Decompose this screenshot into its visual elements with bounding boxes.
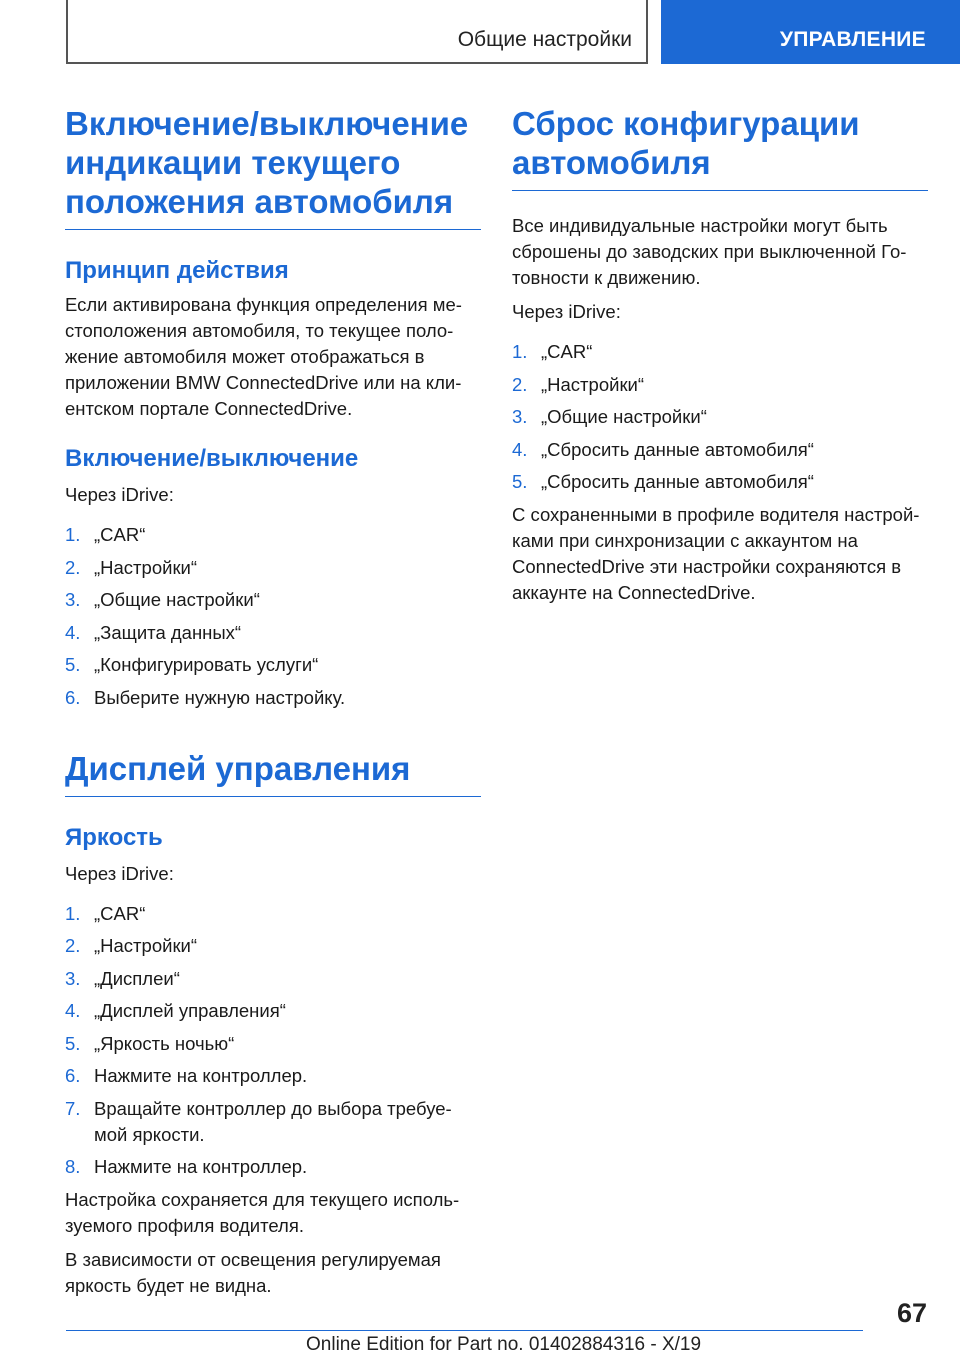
step-number: 2. [512, 373, 528, 395]
header-section-label: Общие настройки [457, 28, 632, 51]
section-title-display: Дисплей управления [65, 749, 481, 797]
step-number: 3. [65, 967, 81, 989]
footer-divider [66, 1330, 863, 1331]
step-text: „Сбросить данные автомобиля“ [541, 438, 814, 460]
step-number: 8. [65, 1156, 81, 1177]
step-number: 5. [65, 1032, 81, 1054]
step-text: „Сбросить данные автомобиля“ [541, 471, 814, 492]
list-item [65, 555, 481, 581]
list-item [512, 437, 928, 463]
list-item [65, 966, 481, 992]
step-number: 1. [65, 902, 81, 924]
step-text: „Дисплей управления“ [94, 1000, 286, 1021]
reset-note: С сохраненными в профиле водителя настрой-ками при синхронизации с аккаунтом на ConnectedDrive эти настройки сохраняются в аккаунте на ConnectedDrive. [512, 503, 920, 603]
list-item [65, 933, 481, 959]
brightness-note-lighting: В зависимости от освещения регулируемая яркость будет не видна. [65, 1248, 441, 1296]
list-item [65, 1154, 481, 1180]
step-number: 4. [65, 1000, 81, 1021]
list-item [65, 652, 481, 678]
step-number: 1. [512, 341, 528, 362]
reset-steps-list [512, 339, 928, 495]
step-number: 6. [65, 1065, 81, 1086]
list-item [65, 998, 481, 1024]
toggle-heading: Включение/выключение [65, 445, 359, 472]
step-text: „Настройки“ [94, 935, 198, 956]
list-item [65, 620, 481, 646]
step-number: 7. [65, 1097, 81, 1119]
brightness-heading: Яркость [65, 823, 163, 851]
step-text: „Общие настройки“ [541, 406, 707, 427]
step-number: 4. [512, 438, 528, 460]
list-item [65, 685, 481, 711]
list-item [65, 1096, 481, 1148]
step-number: 5. [65, 654, 81, 675]
list-item [65, 587, 481, 613]
header-chapter-label: УПРАВЛЕНИЕ [779, 28, 926, 51]
step-number: 4. [65, 621, 81, 643]
list-item [512, 404, 928, 430]
reset-via: Через iDrive: [512, 301, 621, 322]
step-text: „Дисплеи“ [94, 967, 180, 989]
step-number: 5. [512, 471, 528, 492]
step-text: „Яркость ночью“ [94, 1032, 235, 1054]
list-item [65, 522, 481, 548]
step-text: „Настройки“ [94, 556, 198, 578]
step-text: „Конфигурировать услуги“ [94, 654, 319, 675]
step-number: 1. [65, 524, 81, 545]
left-column [65, 104, 481, 1299]
right-column [512, 104, 928, 606]
brightness-steps-list [65, 901, 481, 1181]
principle-heading: Принцип действия [65, 257, 289, 284]
step-number: 2. [65, 556, 81, 578]
step-number: 3. [512, 406, 528, 427]
toggle-steps-list [65, 522, 481, 711]
section-title-reset: Сброс конфигурации автомобиля [512, 104, 928, 191]
step-text: „CAR“ [541, 341, 593, 362]
list-item [65, 1063, 481, 1089]
step-text: „Общие настройки“ [94, 589, 260, 610]
list-item [512, 469, 928, 495]
toggle-via: Через iDrive: [65, 484, 174, 505]
reset-intro: Все индивидуальные настройки могут быть сброшены до заводских при выключенной Го-товности к движению. [512, 215, 907, 288]
step-number: 6. [65, 686, 81, 708]
step-text: Выберите нужную настройку. [94, 686, 346, 708]
footer-edition: Online Edition for Part no. 01402884316 - X/19 [306, 1334, 702, 1355]
header-section-tab [66, 0, 648, 64]
step-text: Нажмите на контроллер. [94, 1065, 308, 1086]
step-text: „Защита данных“ [94, 621, 242, 643]
step-text: „CAR“ [94, 902, 146, 924]
list-item [65, 1031, 481, 1057]
step-text: „Настройки“ [541, 373, 645, 395]
brightness-note-profile: Настройка сохраняется для текущего исполь-зуемого профиля водителя. [65, 1188, 460, 1236]
step-number: 3. [65, 589, 81, 610]
list-item [65, 901, 481, 927]
brightness-via: Через iDrive: [65, 862, 174, 884]
header-chapter-tab [661, 0, 960, 64]
step-text: Нажмите на контроллер. [94, 1156, 308, 1177]
list-item [512, 339, 928, 365]
step-number: 2. [65, 935, 81, 956]
step-text: Вращайте контроллер до выбора требуе-мой яркости. [94, 1097, 452, 1145]
section-title-location: Включение/выключение индикации текущего положения автомобиля [65, 104, 481, 230]
step-text: „CAR“ [94, 524, 146, 545]
principle-text: Если активирована функция определения ме-стоположения автомобиля, то текущее поло-жение автомобиля может отображаться в приложении BMW ConnectedDrive или на кли-ентском портале ConnectedDrive. [65, 294, 462, 419]
page-number: 67 [896, 1298, 927, 1328]
list-item [512, 372, 928, 398]
